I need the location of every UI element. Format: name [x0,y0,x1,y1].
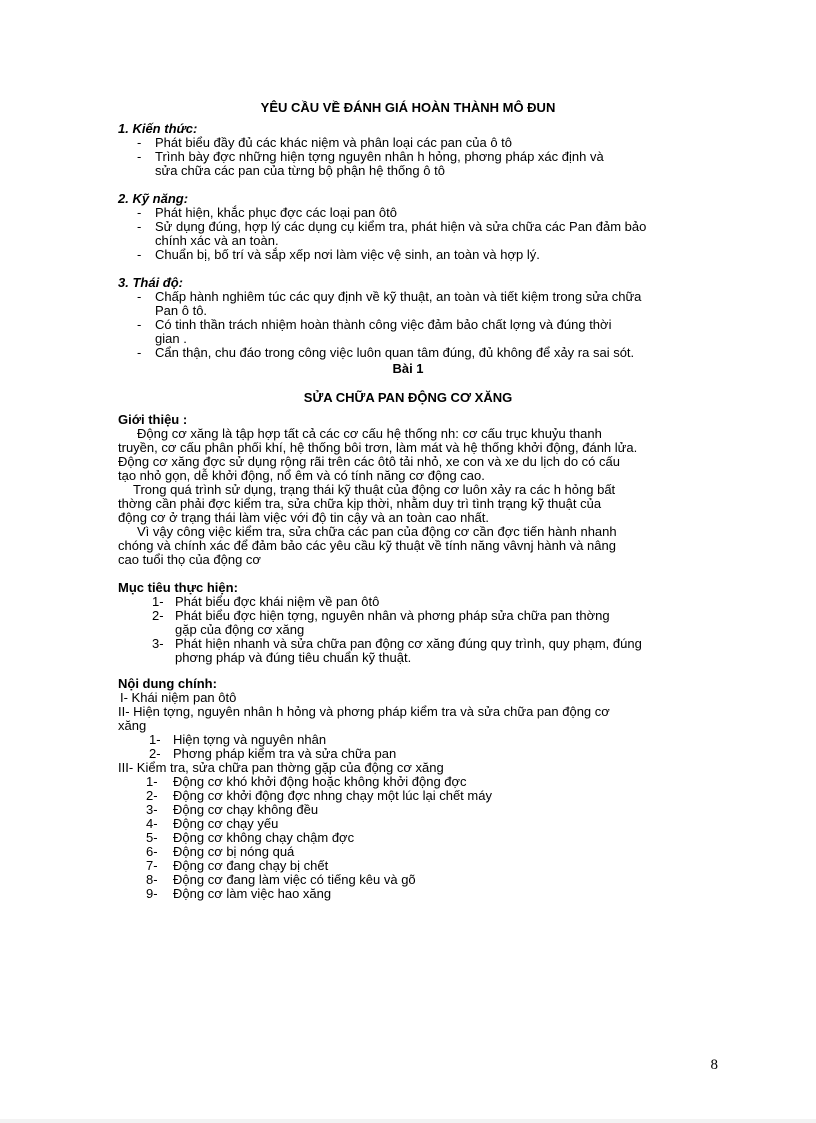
knowledge-item: sửa chữa các pan của từng bộ phận hệ thống ô tô [155,163,445,178]
contents-item: Hiện tợng và nguyên nhân [173,732,327,747]
module-title: YÊU CẦU VỀ ĐÁNH GIÁ HOÀN THÀNH MÔ ĐUN [260,100,556,115]
contents-heading: Nội dung chính: [118,676,217,691]
knowledge-heading: 1. Kiến thức: [118,121,198,136]
skills-item: Sử dụng đúng, hợp lý các dụng cụ kiểm tra, phát hiện và sửa chữa các Pan đảm bảo [155,219,647,234]
objectives-heading: Mục tiêu thực hiện: [118,580,238,595]
intro-line: Trong quá trình sử dụng, trạng thái kỹ thuật của động cơ luôn xảy ra các h hỏng bất [133,482,616,497]
skills-item: Chuẩn bị, bố trí và sắp xếp nơi làm việc vệ sinh, an toàn và hợp lý. [155,247,540,262]
contents-num: 2- [149,746,161,761]
contents-part-3: III- Kiểm tra, sửa chữa pan thờng gặp của động cơ xăng [118,760,444,775]
contents-item: Động cơ không chạy chậm đợc [173,830,355,845]
objective-num: 2- [152,608,164,623]
knowledge-item: Phát biểu đầy đủ các khác niệm và phân loại các pan của ô tô [155,135,513,150]
contents-num: 4- [146,816,158,831]
skills-heading: 2. Kỹ năng: [118,191,189,206]
intro-heading: Giới thiệu : [118,412,188,427]
attitude-item: Chấp hành nghiêm túc các quy định về kỹ thuật, an toàn và tiết kiệm trong sửa chữa [155,289,642,304]
bullet-dash: - [137,345,142,360]
contents-num: 1- [149,732,161,747]
objective-num: 1- [152,594,164,609]
intro-line: cao tuổi thọ của động cơ [118,552,261,567]
intro-line: Động cơ xăng là tập hợp tất cả các cơ cấu hệ thống nh: cơ cấu trục khuỷu thanh [137,426,602,441]
page-bottom-edge [0,1119,816,1123]
objective-num: 3- [152,636,164,651]
page-number: 8 [710,1057,718,1073]
intro-line: truyền, cơ cấu phân phối khí, hệ thống bôi trơn, làm mát và hệ thống khởi động, đánh lửa. [118,440,638,455]
attitude-item: gian . [155,331,187,346]
intro-line: Vì vậy công việc kiểm tra, sửa chữa các pan của động cơ cần đợc tiến hành nhanh [137,524,617,539]
contents-part-2-cont: xăng [118,718,147,733]
contents-part-1: I- Khái niệm pan ôtô [120,690,237,705]
bullet-dash: - [137,219,142,234]
bullet-dash: - [137,149,142,164]
knowledge-item: Trình bày đợc những hiện tợng nguyên nhân h hỏng, phơng pháp xác định và [155,149,604,164]
contents-num: 3- [146,802,158,817]
objective-item: Phát hiện nhanh và sửa chữa pan động cơ xăng đúng quy trình, quy phạm, đúng [175,636,642,651]
contents-item: Động cơ khó khởi động hoặc không khởi động đợc [173,774,467,789]
contents-num: 9- [146,886,158,901]
objective-item: Phát biểu đợc hiện tợng, nguyên nhân và phơng pháp sửa chữa pan thờng [175,608,610,623]
attitude-item: Pan ô tô. [155,303,208,318]
contents-num: 5- [146,830,158,845]
bullet-dash: - [137,317,142,332]
objective-item: gặp của động cơ xăng [175,622,305,637]
attitude-item: Cẩn thận, chu đáo trong công việc luôn quan tâm đúng, đủ không để xảy ra sai sót. [155,345,635,360]
contents-item: Động cơ bị nóng quá [173,844,295,859]
contents-num: 1- [146,774,158,789]
bullet-dash: - [137,135,142,150]
skills-item: Phát hiện, khắc phục đợc các loại pan ôtô [155,205,397,220]
contents-item: Động cơ làm việc hao xăng [173,886,332,901]
contents-num: 7- [146,858,158,873]
contents-item: Động cơ đang làm việc có tiếng kêu và gõ [173,872,416,887]
contents-item: Động cơ đang chạy bị chết [173,858,329,873]
bullet-dash: - [137,205,142,220]
intro-line: tạo nhỏ gọn, dễ khởi động, nổ êm và có tính năng cơ động cao. [118,468,485,483]
contents-item: Động cơ chạy không đều [173,802,319,817]
contents-item: Phơng pháp kiểm tra và sửa chữa pan [173,746,397,761]
attitude-item: Có tinh thần trách nhiệm hoàn thành công việc đảm bảo chất lợng và đúng thời [155,317,612,332]
intro-line: chóng và chính xác để đảm bảo các yêu cầu kỹ thuật về tính năng vâvnj hành và nâng [118,538,616,553]
skills-item: chính xác và an toàn. [155,233,279,248]
contents-num: 6- [146,844,158,859]
intro-line: động cơ ở trạng thái làm việc với độ tin cậy và an toàn cao nhất. [118,510,490,525]
objective-item: phơng pháp và đúng tiêu chuẩn kỹ thuật. [175,650,412,665]
intro-line: Động cơ xăng đợc sử dụng rộng rãi trên các ôtô tải nhỏ, xe con và xe du lịch do có cấu [118,454,620,469]
intro-line: thờng cần phải đợc kiểm tra, sửa chữa kịp thời, nhằm duy trì tình trạng kỹ thuật của [118,496,602,511]
attitude-heading: 3. Thái độ: [118,275,183,290]
lesson-title: SỬA CHỮA PAN ĐỘNG CƠ XĂNG [303,390,513,405]
bullet-dash: - [137,289,142,304]
contents-part-2: II- Hiện tợng, nguyên nhân h hỏng và phơng pháp kiểm tra và sửa chữa pan động cơ [118,704,610,719]
contents-item: Động cơ khởi động đợc nhng chạy một lúc lại chết máy [173,788,492,803]
bullet-dash: - [137,247,142,262]
contents-item: Động cơ chạy yếu [173,816,279,831]
contents-num: 8- [146,872,158,887]
contents-num: 2- [146,788,158,803]
objective-item: Phát biểu đợc khái niệm về pan ôtô [175,594,380,609]
lesson-number: Bài 1 [392,361,424,376]
